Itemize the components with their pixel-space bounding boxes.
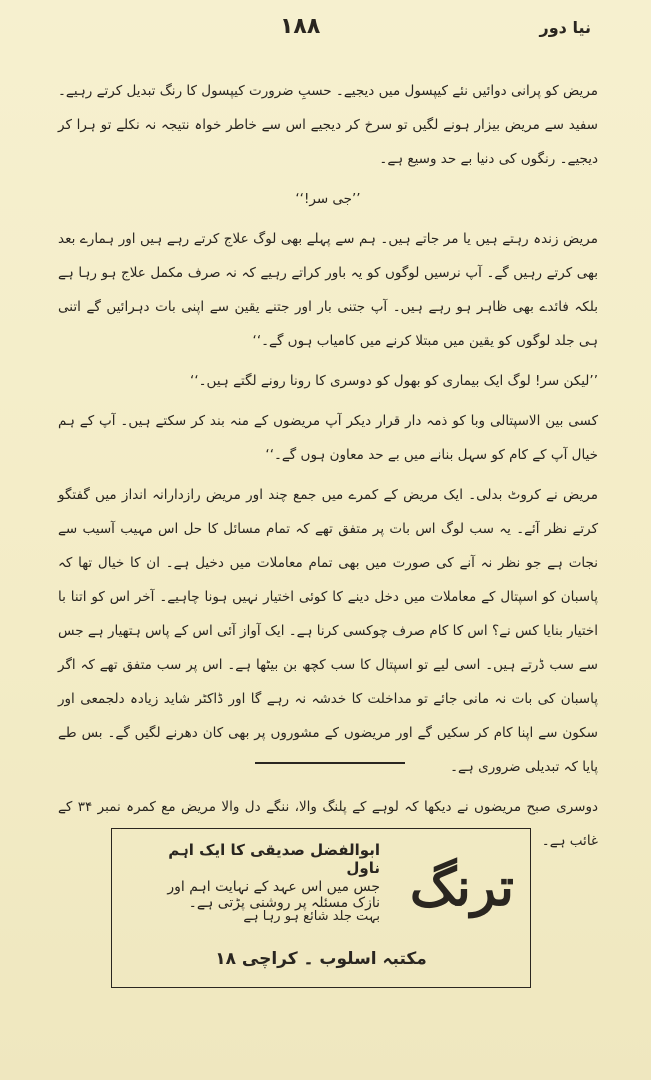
journal-name: نیا دور	[539, 18, 591, 37]
page-header	[0, 14, 651, 50]
article-body	[58, 74, 598, 858]
ad-publisher: مکتبہ اسلوب ۔ کراچی ۱۸	[215, 949, 427, 969]
ad-author-line: ابوالفضل صدیقی کا ایک اہم ناول	[168, 841, 380, 877]
paragraph: ’’لیکن سر! لوگ ایک بیماری کو بھول کو دوسری کا رونا رونے لگتے ہیں۔‘‘	[190, 373, 598, 389]
ad-title: ترنگ	[409, 857, 514, 918]
ad-announcement-line: بہت جلد شائع ہو رہا ہے	[243, 909, 380, 924]
paragraph: دوسری صبح مریضوں نے دیکھا کہ لوہے کے پلنگ والا، ننگے دل والا مریض مع کمرہ نمبر ۳۴ کے غائب ہے۔	[58, 799, 598, 849]
ad-description-line: جس میں اس عہد کے نہایت اہم اور نازک مسئلہ پر روشنی پڑتی ہے۔	[167, 879, 380, 911]
paragraph: مریض نے کروٹ بدلی۔ ایک مریض کے کمرے میں جمع چند اور مریض رازدارانہ انداز میں گفتگو کرتے نظر آئے۔ یہ سب لوگ اس بات پر متفق تھے کہ تمام مسائل کا حل اس مہیب آسیب سے نجات ہے جو نظر نہ آنے کی صورت میں بھی تمام معاملات میں دخیل ہے۔ ان کا خیال تھا کہ پاسبان کو اسپتال کے معاملات میں دخل دینے کا کوئی اختیار نہیں ہونا چاہیے۔ آخر اس کو اتنا با اختیار بنایا کس نے؟ اس کا کام صرف چوکسی کرنا ہے۔ ایک آواز آئی اس کے پاس ہتھیار ہے جس سے سب ڈرتے ہیں۔ اسی لیے تو اسپتال کا سب کچھ بن بیٹھا ہے۔ اس پر سب متفق تھے کہ اگر پاسبان کی بات نہ مانی جائے تو مداخلت کا خدشہ نہ رہے گا اور ڈاکٹر شاید زیادہ دلجمعی اور سکون سے اپنا کام کر سکیں گے اور مریضوں کے مشوروں پر بھی کان دھرنے لگیں گے۔ بس طے پایا کہ تبدیلی ضروری ہے۔	[58, 487, 598, 775]
page-number: ۱۸۸	[280, 14, 321, 39]
paragraph: مریض زندہ رہتے ہیں یا مر جاتے ہیں۔ ہم سے پہلے بھی لوگ علاج کرتے رہے ہیں اور ہمارے بعد بھی کرتے رہیں گے۔ آپ نرسیں لوگوں کو یہ باور کراتے رہیے کہ نہ صرف مکمل علاج ہو رہا ہے بلکہ فائدے بھی ظاہر ہو رہے ہیں۔ آپ جتنی بار اور جتنے یقین سے اپنی بات دہرائیں گے اتنی ہی جلد لوگوں کو یقین میں مبتلا کرنے میں کامیاب ہوں گے۔‘‘	[58, 231, 598, 349]
paragraph: ’’جی سر!‘‘	[295, 191, 361, 207]
section-divider	[255, 762, 405, 764]
paragraph: مریض کو پرانی دوائیں نئے کیپسول میں دیجیے۔ حسبِ ضرورت کیپسول کا رنگ تبدیل کرتے رہیے۔ سفید سے مریض بیزار ہونے لگیں تو سرخ کر دیجیے اس سے خاطر خواہ نتیجہ نہ نکلے تو ہرا کر دیجیے۔ رنگوں کی دنیا بے حد وسیع ہے۔	[58, 83, 598, 167]
paragraph: کسی بین الاسپتالی وبا کو ذمہ دار قرار دیکر آپ مریضوں کے منہ بند کر سکتے ہیں۔ آپ کے ہم خیال آپ کے کام کو سہل بنانے میں بے حد معاون ہوں گے۔‘‘	[58, 413, 598, 463]
advertisement-box	[111, 828, 531, 988]
